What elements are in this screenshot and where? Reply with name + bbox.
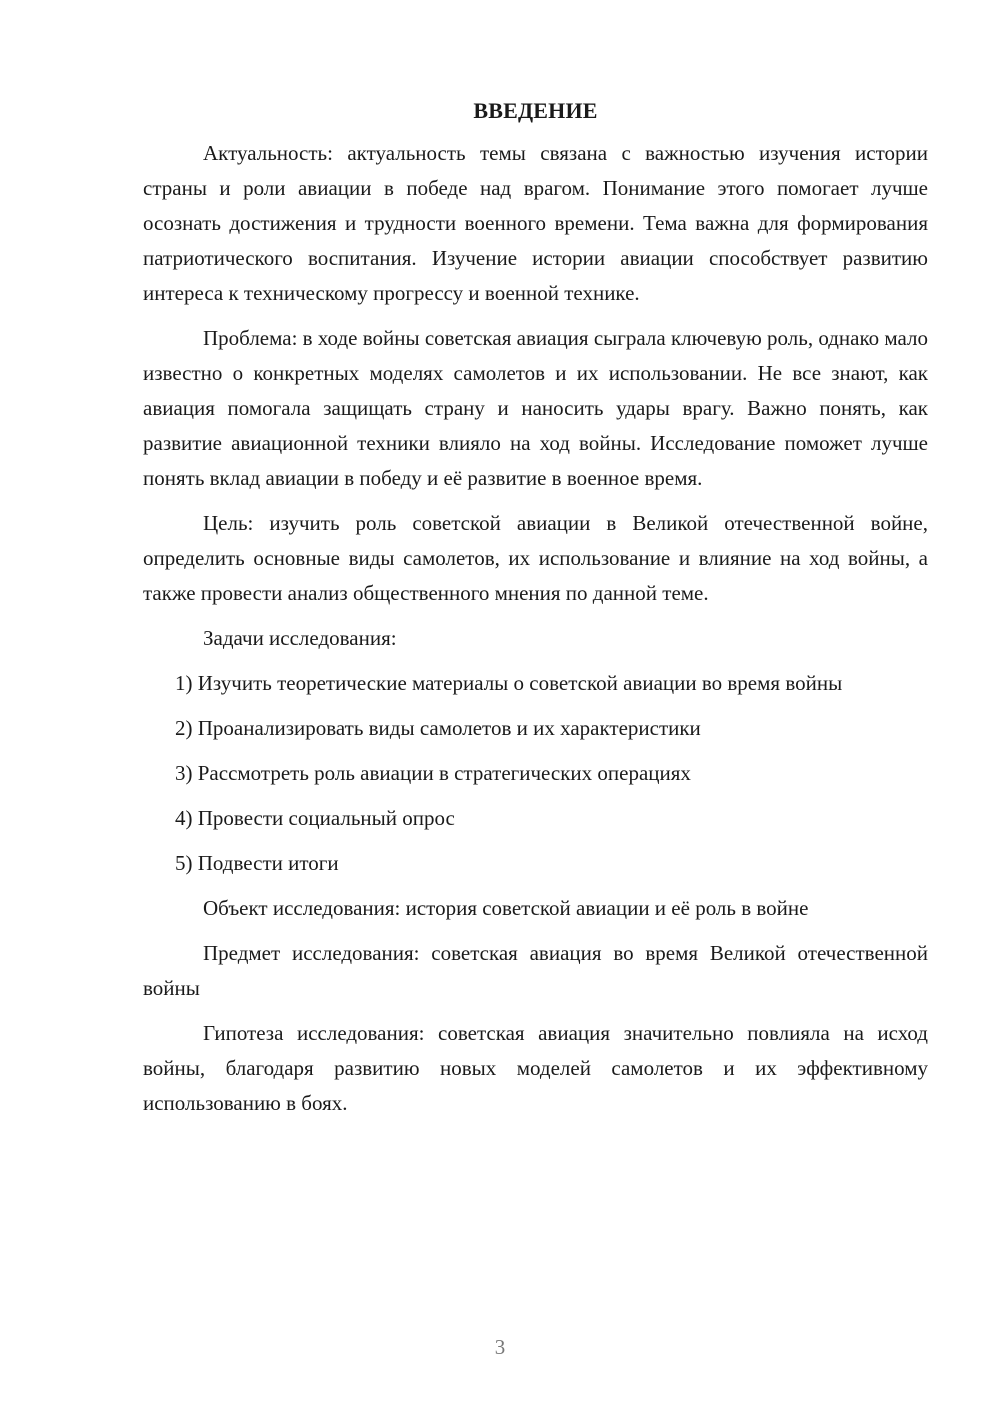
page-content xyxy=(143,96,928,1131)
tasks-heading: Задачи исследования: xyxy=(203,626,397,650)
relevance-paragraph: Актуальность: актуальность темы связана с важностью изучения истории страны и роли авиации в победе над врагом. Понимание этого помогает лучше осознать достижения и трудности военного времени. Тема важна для формирования патриотического воспитания. Изучение истории авиации способствует развитию интереса к техническому прогрессу и военной технике. xyxy=(143,141,928,305)
task-item-4: 4) Провести социальный опрос xyxy=(175,806,455,830)
goal-paragraph: Цель: изучить роль советской авиации в Великой отечественной войне, определить основные виды самолетов, их использование и влияние на ход войны, а также провести анализ общественного мнения по данной теме. xyxy=(143,511,928,605)
problem-paragraph: Проблема: в ходе войны советская авиация сыграла ключевую роль, однако мало известно о конкретных моделях самолетов и их использовании. Не все знают, как авиация помогала защищать страну и наносить удары врагу. Важно понять, как развитие авиационной техники влияло на ход войны. Исследование поможет лучше понять вклад авиации в победу и её развитие в военное время. xyxy=(143,326,928,490)
task-item-3: 3) Рассмотреть роль авиации в стратегических операциях xyxy=(175,761,691,785)
subject-paragraph: Предмет исследования: советская авиация во время Великой отечественной войны xyxy=(143,941,928,1000)
hypothesis-paragraph: Гипотеза исследования: советская авиация значительно повлияла на исход войны, благодаря развитию новых моделей самолетов и их эффективному использованию в боях. xyxy=(143,1021,928,1115)
page-number: 3 xyxy=(494,1335,506,1359)
task-item-2: 2) Проанализировать виды самолетов и их характеристики xyxy=(175,716,701,740)
task-item-1: 1) Изучить теоретические материалы о советской авиации во время войны xyxy=(175,671,843,695)
object-paragraph: Объект исследования: история советской авиации и её роль в войне xyxy=(203,896,809,920)
page-title: ВВЕДЕНИЕ xyxy=(473,98,598,123)
task-item-5: 5) Подвести итоги xyxy=(175,851,339,875)
